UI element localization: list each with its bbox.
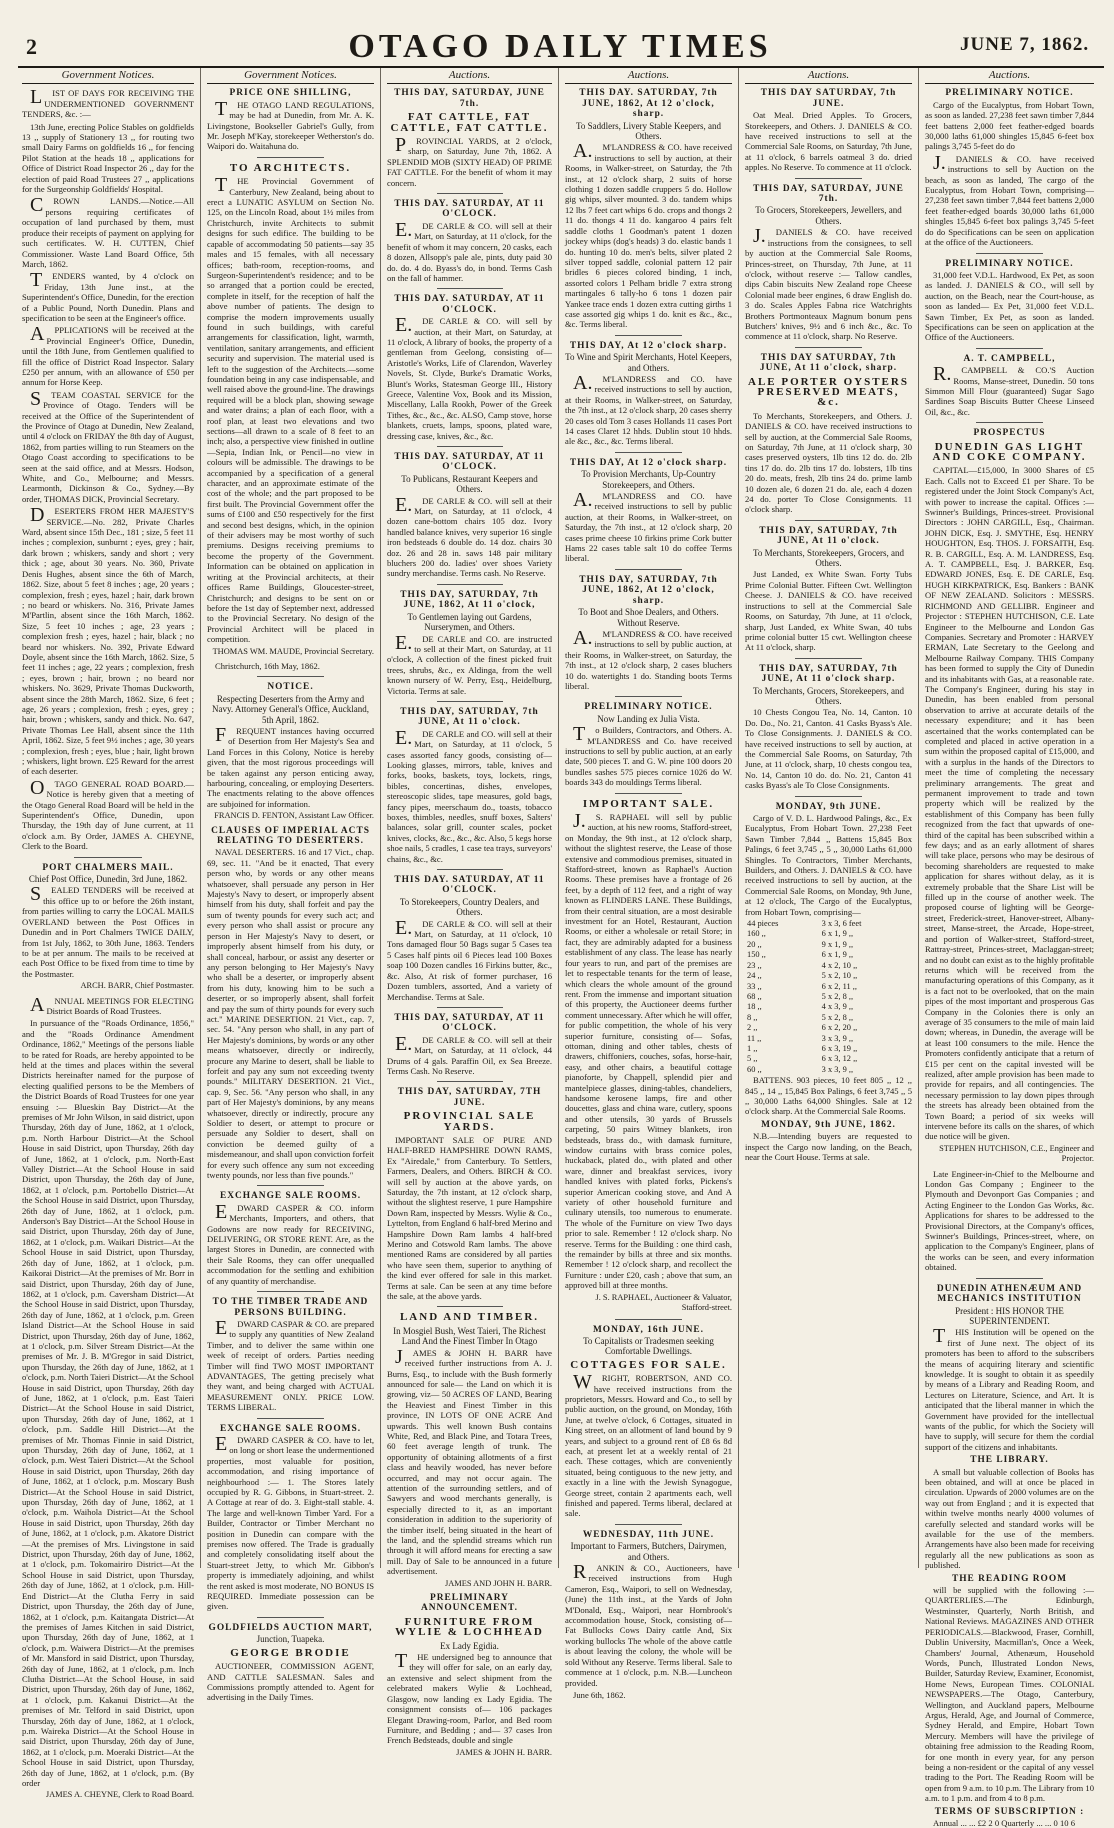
column-heading: Auctions. bbox=[387, 68, 552, 84]
prospectus-body: CAPITAL—£15,000, In 3000 Shares of £5 Each. Calls not to Exceed £1 per Share. To be registered under the Joint Stock Company's Act, with power to increase the capital. Offices :—Swinner's Buildings, Princes-street. Provisional Directors : JOHN CARGILL, Esq., Chairman. JOHN DICK, Esq. J. SMYTHE, Esq. HENRY HOUGHTON, Esq. THOS. J. FORSAITH, Esq. R. B. CARGILL, Esq. A. M. LANDRESS, Esq. A. T. CAMPBELL, Esq. J. BARKER, Esq. EDWARD JONES, Esq. E. DE CARLE, Esq. HUGH KIRKPATRICK, Esq. Bankers : BANK OF NEW ZEALAND. Solicitors : MESSRS. RICHMOND AND GELLIBR. Engineer and Projector : STEPHEN HUTCHISON, C.E. Late Engineer to the Melbourne and London Gas Companies. Secretary and Promoter : HARVEY ERMAN, Late Secretary to the Geelong and Melbourne Railway Company. THIS Company has been formed to supply the City of Dunedin and its inhabitants with Gas, at a reasonable rate. The Company's Engineer, during his stay in Dunedin, has been enabled from personal observation to arrive at accurate details of the necessary expenditure; and it has been ascertained that the works contemplated can be completed and placed in active operation in a sum within the proposed capital of £15,000, and with a surplus in the hands of the Directors to meet the time of completing the necessary preliminary arrangements. The great and permanent improvement to trade and town property which will be realized by the establishment of this Company has been fully recognized from the fact that upwards of one-third of the capital has been subscribed within a few days; and as an early allotment of shares will take place, persons who may be desirous of becoming shareholders are requested to make application for shares without delay, as it is extremely probable that the Share List will be filled up in the course of another week. The proposed course of lighting will be George-street, Frederick-street, Hanover-street, Albany-street, Manse-street, the Arcade, Hope-street, and portion of Walker-street, Stafford-street, Rattray-street, Princes-street, Maclaggan-street; and no doubt can exist as to the highly profitable returns which will be received from the manufacturing operations of this Company, as it is a fact not to be overlooked, that on the main pipes of the most important and prosperous Gas Company in the Colonies there is only an average of 35 consumers to the mile of main laid down; whereas, in Dunedin, the average will be at least 100 consumers to the mile. Hence the Promoters confidently anticipate that a return of £15 per cent on the capital invested will be realized, after ample provision has been made to provide for repairs, and all contingencies. The necessary permission to lay down pipes through the streets has already been obtained from the Town Board; a period of six weeks will intervene before its calls on the shares, of which due notice will be given. bbox=[925, 465, 1094, 1142]
auction-title: PROVINCIAL SALE YARDS. bbox=[403, 1110, 536, 1133]
auction-subheading: To Merchants, Grocers, Storekeepers, and Others. bbox=[752, 685, 905, 706]
auction-subheading: To Saddlers, Livery Stable Keepers, and Others. bbox=[575, 120, 722, 142]
auction-subheading: To Merchants, Storekeepers, Grocers, and Others. bbox=[752, 547, 905, 569]
clauses-body: NAVAL DESERTERS. 16 and 17 Vict., chap. 69, sec. 11. "And be it enacted, That every person who, by words or any other means whatsoever, shall persuade any person in Her Majesty's Navy to desert, or improperly absent himself from his duty, shall forfeit and pay the sum of twenty pounds for every such act; and every person who shall assist or procure any person in Her Majesty's Navy to desert, or improperly absent himself from his duty, or shall conceal, harbour, or assist any deserter or any person belonging to Her Majesty's Navy who shall be a deserter, or improperly absent from his duty, knowing him to be such a deserter, or so improperly absent, shall forfeit and pay the sum of thirty pounds for every such act." MARINE DESERTION. 21 Vict., cap. 7, sec. 54. "Any person who shall, in any part of Her Majesty's dominions, by words or any other means whatsoever, directly or indirectly, procure any Marine to desert, shall be liable to forfeit and pay any sum not exceeding twenty pounds." MILITARY DESERTION. 21 Vict., cap. 9, Sec. 56. "Any person who shall, in any part of Her Majesty's dominions, by any means whatsoever, directly or indirectly, procure any Soldier to desert, or attempt to procure or persuade any Soldier to desert, shall on conviction be deemed guilty of a misdemeanour, and shall upon conviction forfeit for every such offence any sum not exceeding twenty pounds, nor less than five pounds." bbox=[207, 847, 374, 1181]
auction-body: A.M'LANDRESS and CO. have received instructions to sell by auction, at their Rooms, in Walker-street, on Saturday, the 7th inst., at 12 o'clock sharp, 20 cases sherry 20 cases old Tom 3 cases Hollands 11 cases Port 14 cases Claret 12 hhds. Dublin stout 10 hhds. ale &c., &c., &c. Terms liberal. bbox=[565, 371, 732, 447]
annual-meetings-body: In pursuance of the "Roads Ordinance, 1856," and the "Roads Ordinance Amendment Ordinance, 1862," Meetings of the persons liable to be rated for Roads, are hereby appointed to be held at the times and places within the several Districts hereinafter named for the purpose of electing qualified persons to be the Members of the District Boards of Road Trustees for one year ensuing :— Blueskin Bay District—At the premises of Mr John Wilson, in said district, upon Thursday, 26th day of June, 1862, at 1 o'clock, p.m. North Harbour District—At the School House in said District, upon Thursday, 26th day of June, 1862, at 1 o'clock, p.m. North-East Valley District—At the School House in said District, upon Thursday, the 26th day of June, 1862, at 1 o'clock, p.m. Portobello District—At the School House in said District, upon Thursday, 26th day of June, 1862, at 1 o'clock, p.m. Anderson's Bay District—At the School House in said District, upon Thursday, 26th day of June, 1862, at 1 o'clock, p.m. Waikari District—At the School House in said District, upon Thursday, 26th day of June, 1862, at 1 o'clock, p.m. Kaikorai District—At the premises of Mr. Borr in said District, upon Thursday, 26th day of June, 1862, at 1 o'clock, p.m. Caversham District—At the School House in said District, upon Thursday, 26th day of June, 1862, at 1 o'clock, p.m. Green Island District—At the School House in said District, upon Thursday, 26th day of June, 1862, at 1 o'clock, p.m. Silver Stream District—At the premises of Mr. J. B. M'Gregor in said District, upon Thursday, the 26th day of June, 1862, at 1 o'clock, p.m. North Taieri District—At the School House in said District, upon Thursday, 26th day of June, 1862, at 1 o'clock, p.m. East Taieri District—At the School House in said District, upon Thursday, 26th day of June, 1862, at 1 o'clock, p.m. Saddle Hill District—At the premises of Mr. Thomas Finnie in said District, upon Thursday, 26th day of June, 1862, at 1 o'clock, p.m. West Taieri District—At the School House in said District, upon Thursday, 26th day of June, 1862, at 1 o'clock, p.m. Moscary Bush District—At the School House in said District, upon Thursday, 26th day of June, 1862, at 1 o'clock, p.m. Waihola District—At the School House in said District, upon Thursday, 26th day of June, 1862, at 1 o'clock, p.m. Akatore District—At the premises of Mrs. Livingstone in said District, upon Thursday, 26th day of June, 1862, at 1 o'clock, p.m. Tokomairiro District—At the School House in said District, upon Thursday, 26th day of June, 1862, at 1 o'clock, p.m. Hill-End District—At the Clutha Ferry in said District, upon Thursday, the 26th day of June, 1862, at 1 o'clock, p.m. Kaitangata District—At the premises of James Kitchen in said District, upon Thursday, 26th day of June, 1862, at 1 o'clock, p.m. Waiwera District—At the premises of Mr. Mansford in said District, upon Thursday, 26th day of June, 1862, at 1 o'clock, p.m. Inch Clutha District—At the School House, in said District, upon Thursday, 26th day of June, 1862, at 1 o'clock, p.m. Kakanui District—At the premises of Mr. Telford in said District, upon Thursday, 26th day of June, 1862, at 1 o'clock, p.m. Waireka District—At the School House in said District, upon Thursday, 26th day of June, 1862, at 1 o'clock, p.m. Moeraki District—At the School House in said District, upon Thursday, 26th day of June, 1862, at 1 o'clock, p.m. (By order bbox=[22, 1018, 194, 1788]
auction-body: To Merchants, Storekeepers, and Others. J. DANIELS & CO. have received instructions to sell by auction, at the Commercial Sale Rooms, on Saturday, 7th June, at 11 o'clock sharp, 30 cases preserved oysters, 1lb tins 12 do. do. 2lb tins 17 do. do. 2lb tins 17 do. lobsters, 1lb tins 20 do. meats, fresh, 2lb tins 24 do. prime lamb 10 dozen ale, 6 dozen 21 do. ale, each 4 dozen 24 do. porter To Close Consignments. 11 o'clock sharp. bbox=[745, 410, 912, 515]
divider bbox=[437, 1007, 503, 1008]
auction-body: WRIGHT, ROBERTSON, AND CO. have received instructions from the proprietors, Messrs. Howard and Co., to sell by public auction, on the ground, on Monday, 16th June, at twelve o'clock, 6 Cottages, situated in King street, on an allotment of land bound by 9 years, and subject to a ground rent of £8 6s 8d each, at present let at a weekly rental of 21 each. These cottages, which are conveniently situated, being contiguous to the new jetty, and exactly in a line with the Jewish Synagogue, George street, contain 2 apartments each, well finished and papered. Terms liberal, declared at sale. bbox=[565, 1371, 732, 1519]
auction-body: A.M'LANDRESS and CO. have received instructions to sell by public auction, at their Rooms, in Walker-street, on Saturday, the 7th inst., at 12 o'clock sharp, 20 cases prime cheese 10 firkins prime Cork butter Hams 22 cases table salt 10 do coffee Terms liberal. bbox=[565, 489, 732, 564]
tenders-list-lead: LIST OF DAYS FOR RECEIVING THE UNDERMENTIONED GOVERNMENT TENDERS, &c. :— bbox=[22, 86, 194, 120]
column-heading: Auctions. bbox=[925, 68, 1094, 84]
auction-subheading: To Boot and Shoe Dealers, and Others. Without Reserve. bbox=[578, 607, 719, 628]
auction-heading: THIS DAY, At 12 o'clock sharp. bbox=[569, 340, 728, 351]
signature: STEPHEN HUTCHISON, C.E., Engineer and Projector. bbox=[939, 1143, 1094, 1164]
cargo-quantity: 20 ,, bbox=[747, 939, 762, 949]
signature: ARCH. BARR, Chief Postmaster. bbox=[80, 981, 194, 991]
cargo-dimensions: 3 x 3, 9 ,, bbox=[821, 1033, 854, 1043]
cargo-dimensions: 3 x 3, 6 feet bbox=[821, 919, 862, 929]
auction-heading: MONDAY, 9th JUNE, 1862. bbox=[761, 1119, 896, 1130]
signature: JAMES AND JOHN H. BARR. bbox=[444, 1578, 552, 1588]
tenders-wanted-notice: TENDERS wanted, by 4 o'clock on Friday, 13th June inst., at the Superintendent's Office, Dunedin, for the erection of a Public Pound, North Dunedin. Plans and specification to be seen at the Engineer's office. bbox=[22, 269, 194, 323]
subscription-heading: TERMS OF SUBSCRIPTION : bbox=[934, 1806, 1085, 1817]
cargo-dimensions: 5 x 2, 10 ,, bbox=[821, 971, 858, 981]
divider bbox=[795, 347, 862, 348]
goldfields-heading: GOLDFIELDS AUCTION MART, bbox=[208, 1622, 373, 1633]
goldfields-subheading: Junction, Tuapeka. bbox=[256, 1634, 325, 1645]
auction-title: COTTAGES FOR SALE. bbox=[570, 1358, 727, 1371]
prospectus-after: Late Engineer-in-Chief to the Melbourne and London Gas Company ; Engineer to the Plymouth and Devonport Gas Companies ; and Acting Engineer to the London Gas Works, &c. Applications for shares to be addressed to the Provisional Directors, at the Company's offices, Swinner's Buildings, Princes-street, where, on application to the Company's Engineer, plans of the works can be seen, and every information obtained. bbox=[925, 1168, 1094, 1273]
auction-body: E.DE CARLE & CO. will sell at their Mart, on Saturday, at 11 o'clock, 4 dozen cane-bottom chairs 105 doz. Ivory handled balance knives, very superior 16 single iron bedsteads 6 double do. 14 doz. chairs 30 doz. 26 and 28 in. saws 148 pair military bluchers 200 do. ladies' over shoes Variety sundry merchandise. Terms cash. No Reserve. bbox=[387, 493, 552, 579]
cargo-dimensions: 6 x 2, 11 ,, bbox=[821, 981, 857, 991]
auction-heading: THIS DAY. SATURDAY, AT 11 O'CLOCK. bbox=[394, 875, 545, 896]
auction-subheading: To Grocers, Storekeepers, Jewellers, and Others. bbox=[755, 205, 902, 226]
company-title: DUNEDIN GAS LIGHT AND COKE COMPANY. bbox=[932, 440, 1087, 463]
cargo-row bbox=[745, 929, 912, 939]
auction-body: A.M'LANDRESS & CO. have received instructions to sell by auction, at their Rooms, in Walker-street, on Saturday, the 7th inst., at 12 o'clock sharp, 2 suits of horse clothing 1 dozen saddle cruppers 5 do. Hollow gig whips, silver mounted. 3 do. tandem whips 12 lbs 7 feet cart whips 6 do. crops and thongs 2 11 do. thongs 4 11 do. kangaroo 4 pairs felt saddle cloths 1 Goodman's patent 1 dozen jockey whips (dog's heads) 3 do. elastic bands 1 do. hunting 10 do. men's belts, silver plated 2 silver topped saddle, colonial pattern 12 pair bridles 6 pieces colored binding, 1 inch, assorted colors 1 Pelham bridle 7 extra strong martingales 6 tally-ho 6 tons 1 dozen pair Yankee trace ends 1 dozen extra cutting girths 1 case assorted gig whips 1 do. knit es &c., &c., &c. Terms liberal. bbox=[565, 140, 732, 330]
annual-meetings-heading: ANNUAL MEETINGS FOR ELECTING District Boards of Road Trustees. bbox=[30, 993, 194, 1016]
auction-body: RANKIN & CO., Auctioneers, have received instructions from Hugh Cameron, Esq., Waipori, to sell on Wednesday, (June) the 11th inst., at the Yards of John M'Donald, Esq., Waipori, near Hornbrook's accommodation house, Stock, consisting of— Fat Bullocks Cows Dairy cattle And, Six working bullocks The whole of the above cattle is about leaving the colony, the whole will be sold Without any Reserve. Terms liberal. Sale to commence at 1 o'clock, p.m. N.B.—Luncheon provided. bbox=[565, 1561, 732, 1688]
divider bbox=[615, 1319, 682, 1320]
auction-subheading: Now Landing ex Julia Vista. bbox=[597, 713, 700, 724]
steam-coastal-notice: STEAM COASTAL SERVICE for the Province of Otago. Tenders will be received at the Office of the Superintendent of the Province of Otago at Dunedin, New Zealand, until 4 o'clock on FRIDAY the 8th day of August, 1862, from parties willing to run Steamers on the Otago Coast according to specifications to be seen at the said office, and at Messrs. Hodson, White, and Co., Melbourne; and Messrs. Learmonth, Dickinson & Co., Sydney.—By order, THOMAS DICK, Provincial Secretary. bbox=[22, 387, 194, 504]
clauses-heading: CLAUSES OF IMPERIAL ACTS RELATING TO DESERTERS. bbox=[211, 825, 370, 847]
auction-subheading: To Publicans, Restaurant Keepers and Others. bbox=[401, 473, 538, 495]
athenaeum-subheading: President : HIS HONOR THE SUPERINTENDENT. bbox=[955, 1305, 1064, 1326]
column-6 bbox=[918, 68, 1100, 1828]
reading-room-heading: THE READING ROOM bbox=[952, 1573, 1067, 1584]
signature: FRANCIS D. FENTON, Assistant Law Officer. bbox=[214, 811, 374, 821]
auction-body: THE undersigned beg to announce that they will offer for sale, on an early day, an extensive and select shipment from the celebrated makers Wylie & Lochhead, Glasgow, now landing ex Lady Egidia. The consignment consists of— 106 packages Elegant Drawing-room, Parlor, and Bed room Furniture, and Bedding ; and— 37 cases Iron French Bedsteads, double and single bbox=[387, 1650, 552, 1746]
auction-subheading: To Gentlemen laying out Gardens, Nurserymen, and Others. bbox=[407, 611, 532, 633]
reading-room-body: will be supplied with the following :— QUARTERLIES.—The Edinburgh, Westminster, Quarterly, North British, and National Reviews. MAGAZINES AND OTHER PERIODICALS.—Blackwood, Fraser, Cornhill, Dublin University, Macmillan's, Once a Week, Chambers' Journal, Athenæum, Household Words, Punch, Illustrated London News, Builder, Saturday Review, Examiner, Economist, Home News, European Times. COLONIAL NEWSPAPERS.—The Otago, Canterbury, Wellington, and Auckland papers, Melbourne Argus, Herald, Age, and Journal of Commerce, Sydney Herald, and Empire, Hobart Town Mercury. Members will have the privilege of obtaining free admission to the Reading Room, for one month in every year, for any person being a non-resident or the capital of any vessel trading to the Port. The Reading Room will be open from 9 a.m. to 10 p.m. The Library from 10 a.m. to 1 p.m. and from 4 to 8 p.m. bbox=[925, 1585, 1094, 1804]
cargo-dimensions: 5 x 2, 8 ,, bbox=[821, 991, 854, 1001]
port-chalmers-body: SEALED TENDERS will be received at this office up to or before the 26th instant, from parties willing to carry the LOCAL MAILS OVERLAND between the Post Offices in Dunedin and in Port Chalmers TWICE DAILY, from 1st July, 1862, to 30th June, 1863. Tenders to be at per annum. The mails to be received at each Post Office to be fixed from time to time by the Postmaster. bbox=[22, 883, 194, 979]
divider bbox=[615, 452, 682, 453]
cargo-quantity: 44 pieces bbox=[747, 919, 779, 929]
cargo-quantity: 23 ,, bbox=[747, 960, 762, 970]
cargo-dimensions: 6 x 3, 19 ,, bbox=[821, 1043, 858, 1053]
cargo-quantity: 8 ,, bbox=[747, 1012, 758, 1022]
exchange-heading: EXCHANGE SALE ROOMS. bbox=[219, 1191, 362, 1202]
cargo-quantity: 2 ,, bbox=[747, 1023, 758, 1033]
divider bbox=[976, 348, 1044, 349]
timber-trade-heading: TO THE TIMBER TRADE AND PERSONS BUILDING. bbox=[212, 1297, 369, 1318]
cargo-row bbox=[745, 982, 912, 992]
cargo-quantity: 68 ,, bbox=[747, 991, 762, 1001]
auction-heading: THIS DAY, SATURDAY, 7th JUNE, 1862, At 11 o'clock, bbox=[400, 589, 539, 611]
masthead bbox=[0, 0, 1114, 65]
auction-subheading: Important to Farmers, Butchers, Dairymen, and Others. bbox=[570, 1541, 727, 1562]
cargo-dimensions: 6 x 1, 9 ,, bbox=[821, 929, 854, 939]
auction-subheading: In Mosgiel Bush, West Taieri, The Richest Land And the Finest Timber In Otago bbox=[393, 1325, 546, 1347]
auction-body: J.DANIELS & CO. have received instructions to sell by Auction on the beach, as soon as landed, The cargo of the Eucalyptus, from Hobart Town, comprising— 27,238 feet sawn timber 7,844 feet battens 2,000 feet feather-edged boards 30,000 laths 61,000 shingles 15,845 6-feet box palings 3,745 5-feet do do Specifications can be seen on application at the office of the Auctioneers. bbox=[925, 151, 1094, 248]
auction-heading: THIS DAY SATURDAY, 7th JUNE, At 11 o'clock, sharp. bbox=[759, 352, 898, 374]
auction-body: 31,000 feet V.D.L. Hardwood, Ex Pet, as soon as landed. J. DANIELS & CO., will sell by auction, on the Beach, near the Court-house, as soon as landed— Ex Pet, 31,000 feet V.D.L. Sawn Timber, Ex Pet, as soon as landed. Specifications can be seen on application at the Office of the Auctioneers. bbox=[925, 269, 1094, 343]
column-1 bbox=[16, 68, 200, 1800]
auction-body: JAMES & JOHN H. BARR have received further instructions from A. J. Burns, Esq., to include with the Bush formerly announced for sale— the Land on which it is growing, viz— 50 ACRES OF LAND, Bearing the Heaviest and Finest Timber in this province, IN LOTS OF ONE ACRE And upwards. This well known Bush contains White, Red, and Black Pine, and Totara Trees, 60 feet average length of trunk. The opportunity of obtaining allotments of a first class and heavily wooded, has never before occurred, and may not occur again. The attention of the surrounding settlers, and of Sawyers and wood merchants generally, is especially directed to it, as an important consideration in addition to the superiority of the timber itself, being situated in the heart of the land, and the splendid streams which run through it will afford means for erecting a saw mill. Day of Sale to be announced in a future advertisement. bbox=[387, 1345, 552, 1577]
divider bbox=[437, 1306, 503, 1307]
library-body: A small but valuable collection of Books has been obtained, and will at once be placed in circulation. Upwards of 2000 volumes are on the way out from England ; and it is expected that within twelve months nearly 4000 volumes of carefully selected and standard works will be available for the use of the members. Arrangements have also been made for receiving regularly all the new publications as soon as published. bbox=[925, 1466, 1094, 1571]
auction-subheading: Ex Lady Egidia. bbox=[440, 1640, 499, 1651]
column-3 bbox=[380, 68, 558, 1757]
cargo-quantity: 33 ,, bbox=[747, 981, 762, 991]
auction-heading: THIS DAY, SATURDAY, 7th JUNE, At 11 o'clock sharp. bbox=[759, 663, 898, 685]
crown-lands-notice: CROWN LANDS.—Notice.—All persons requiring certificates of occupation of land purchased by them, must produce their receipts of payment on applying for such certificates. W. H. CUTTEN, Chief Commissioner. Waste Land Board Office, 5th March, 1862. bbox=[22, 194, 194, 269]
cargo-dimensions: 6 x 3, 12 ,, bbox=[821, 1054, 858, 1064]
cargo-quantity: 18 ,, bbox=[747, 1002, 762, 1012]
auction-body: IMPORTANT SALE OF PURE AND HALF-BRED HAMPSHIRE DOWN RAMS, Ex "Airedale," from Canterbury. To Settlers, Farmers, Dealers, and Others. BIRCH & CO. will sell by auction at the above yards, on Saturday, the 7th instant, at 12 o'clock sharp, without the slightest reserve, 1 pure Hampshire Down Ram, inspected by Messrs. Wylie & Co., Lyttelton, from England 6 half-bred Merino and Hampshire Down Ram lambs 4 half-bred Merino and Cotswold Ram lambs. The above mentioned Rams are considered by all parties who have seen them, superior to anything of the kind ever offered for sale in this market. Terms at sale. Can be seen at any time before the sale, at the above yards. bbox=[387, 1134, 552, 1302]
land-regulations-notice: THE OTAGO LAND REGULATIONS, may be had at Dunedin, from Mr. A. K. Livingstone, Bookseller Gabriel's Gully, from Mr. Joseph M'Kay, storekeeper Wetherston's do. Waipori do. Waitahuna do. bbox=[207, 97, 374, 152]
divider bbox=[615, 335, 682, 336]
divider bbox=[976, 422, 1044, 423]
auction-subheading: To Provision Merchants, Up-Country Storekeepers, and Others. bbox=[581, 469, 716, 490]
divider bbox=[74, 857, 143, 858]
cargo-table bbox=[745, 919, 912, 1075]
auction-body: E.DE CARLE & CO. will sell at their Mart, on Saturday, at 11 o'clock, 44 Drums of 4 gals. Paraffin Oil, ex Sea Breeze. Terms Cash. No Reserve. bbox=[387, 1032, 552, 1076]
goldfields-name: GEORGE BRODIE bbox=[230, 1646, 351, 1659]
athenaeum-heading: DUNEDIN ATHENÆUM AND MECHANICS INSTITUTION bbox=[936, 1283, 1083, 1305]
divider bbox=[615, 1524, 682, 1525]
divider bbox=[437, 869, 503, 870]
auction-heading: THIS DAY. SATURDAY, AT 11 O'CLOCK. bbox=[394, 294, 545, 315]
cargo-dimensions: 4 x 3, 9 ,, bbox=[821, 1002, 854, 1012]
divider bbox=[795, 178, 862, 179]
newspaper-title: OTAGO DAILY TIMES bbox=[348, 28, 772, 65]
cargo-row bbox=[745, 961, 912, 971]
auction-heading: A. T. CAMPBELL, bbox=[963, 353, 1056, 364]
deserters-notice: DESERTERS FROM HER MAJESTY'S SERVICE.—No. 282, Private Charles Ward, absent since 15th Dec., 181 ; size, 5 feet 11 inches ; complexion, sunburnt ; eyes, grey ; hair, dark brown ; whiskers, sandy and short ; very thick ; age, about 30 years. No. 360, Private Denis Hughes, absent since the 6th of March, 1862. Size, about 5 feet 8 inches ; age, 20 years ; complexion, fresh ; eyes, hazel ; hair, dark brown ; no beard or whiskers. No. 316, Private James M'Partlin, absent since the 16th March, 1862. Size, 5 feet 10 inches ; age, 23 years ; complexion fresh ; eyes, hazel ; hair, black ; no beard nor whiskers. No. 392, Private Edward Doyle, absent since the 16th March, 1862. Size, 5 feet 11 inches ; age, 22 years ; complexion, fresh ; eyes, brown ; hair, brown ; no beard nor whiskers. No. 3629, Private Thomas Duckworth, absent since the 28th March, 1862. Size, 6 feet ; age, 26 years ; complexion, fresh ; eyes, grey ; hair, brown ; whiskers, sandy and thick. No. 647, Private Thomas Lee Hall, absent since the 11th April, 1862. Size, 5 feet 9½ inches ; age, 30 years ; complexion, fresh ; eyes, blue ; hair, light brown ; whiskers, light brown. £25 Reward for the arrest of each deserter. bbox=[22, 504, 194, 777]
signature: JAMES A. CHEYNE, Clerk to Road Board. bbox=[45, 1790, 194, 1800]
cargo-dimensions: 5 x 2, 8 ,, bbox=[821, 1012, 854, 1022]
auction-body: To Builders, Contractors, and Others. A. M'LANDRESS and Co. have received instructions to sell by public auction, at an early date, 500 pieces T. and G. W. pine 100 doors 20 bundles sashes 575 pieces cornice 1026 do W. boards 343 do mouldings Terms liberal. bbox=[565, 723, 732, 788]
divider bbox=[795, 520, 862, 521]
divider bbox=[437, 1081, 503, 1082]
cargo-row bbox=[745, 1044, 912, 1054]
page-number: 2 bbox=[26, 34, 37, 59]
divider bbox=[976, 1278, 1044, 1279]
auction-subheading: To Capitalists or Tradesmen seeking Comfortable Dwellings. bbox=[583, 1335, 714, 1357]
cargo-quantity: 60 ,, bbox=[747, 1064, 762, 1074]
architects-date: Christchurch, 16th May, 1862. bbox=[215, 660, 320, 671]
cargo-row bbox=[745, 992, 912, 1002]
auction-title: LAND AND TIMBER. bbox=[399, 1311, 540, 1324]
divider bbox=[976, 253, 1044, 254]
exchange-body-2: EDWARD CASPER & CO. have to let, on long or short lease the undermentioned properties, most valuable for position, accommodation, and rising importance of neighbourhood :— 1. The Stores lately occupied by R. G. Gibbons, in Stuart-street. 2. A Cottage at rear of do. 3. Eight-stall stable. 4. The large and well-known Timber Yard. For a Builder, Contractor or Timber Merchant no position in Dunedin can compare with the premises now offered. The Trade is gradually and completely consolidating itself about the Stuart-street Jetty, to which Mr. Gibbon's property is immediately adjoining, and whilst the rent asked is most moderate, NO BONUS IS REQUIRED. Immediate possession can be given. bbox=[207, 1432, 374, 1612]
tenders-list: 13th June, erecting Police Stables on goldfields 13 ,, supply of Stationery 13 ,, for routing two small Dairy Farms on goldfields 16 ,, for fencing Pilot Station at the heads 18 ,, applications for Office of District Road Inspector 26 ,, day for the election of paid Road Trustees 27 ,, applications for the Surgeonship Goldfields' Hospital. bbox=[22, 121, 194, 195]
cargo-row bbox=[745, 919, 912, 929]
port-chalmers-heading: PORT CHALMERS MAIL. bbox=[42, 862, 174, 873]
cargo-quantity: 11 ,, bbox=[747, 1033, 762, 1043]
auction-heading: MONDAY, 9th JUNE. bbox=[775, 801, 882, 812]
divider bbox=[437, 288, 503, 289]
auction-body: E.DE CARLE and CO. will sell at their Mart, on Saturday, at 11 o'clock, 5 cases assorted fancy goods, consisting of— Looking glasses, mirrors, table, knives and forks, books, baskets, toys, lockets, rings, bibles, concertinas, dishes, envelopes, stereoscopic slides, tape measures, gold bags, fancy pipes, meerschaum do., toasts, tobacco boxes, thimbles, needles, snuff boxes, Salters' balances, solar grill, counter scales, pocket knives, clocks, &c., &c., &c. Also, 5 kegs horse shoe nails, 5 cradles, 1 case tea trays, surveyors' chains, &c., &c. bbox=[387, 726, 553, 864]
cargo-dimensions: 6 x 2, 20 ,, bbox=[821, 1023, 858, 1033]
exchange-heading-2: EXCHANGE SALE ROOMS. bbox=[219, 1423, 362, 1434]
divider bbox=[795, 796, 862, 797]
divider bbox=[257, 1185, 324, 1186]
signature: THOMAS WM. MAUDE, Provincial Secretary. bbox=[212, 646, 374, 656]
cargo-row bbox=[745, 950, 912, 960]
auction-title: FURNITURE FROM WYLIE & LOCHHEAD bbox=[395, 1615, 544, 1639]
divider bbox=[615, 696, 682, 697]
cargo-dimensions: 9 x 1, 9 ,, bbox=[821, 939, 854, 949]
cargo-row bbox=[745, 1054, 912, 1064]
price-heading: PRICE ONE SHILLING, bbox=[229, 88, 352, 99]
divider bbox=[437, 701, 503, 702]
divider bbox=[257, 1617, 324, 1618]
auction-body: R.CAMPBELL & CO.'S Auction Rooms, Manse-street, Dunedin. 50 tons Simmon Mill Flour (guaranteed) Sugar Sago Sardines Soap Biscuits Butter Cheese Linseed Oil, &c., &c. bbox=[925, 363, 1094, 417]
cargo-row bbox=[745, 940, 912, 950]
divider bbox=[437, 193, 503, 194]
column-heading: Auctions. bbox=[565, 68, 732, 84]
auction-heading: THIS DAY. SATURDAY, 7th JUNE, 1862, At 12 o'clock, sharp. bbox=[579, 88, 718, 120]
cargo-row bbox=[745, 971, 912, 981]
divider bbox=[257, 1291, 324, 1292]
auction-heading: THIS DAY. SATURDAY, AT 11 O'CLOCK. bbox=[394, 199, 545, 220]
prospectus-heading: PROSPECTUS bbox=[973, 428, 1046, 439]
road-board-notice: OTAGO GENERAL ROAD BOARD.—Notice is hereby given that a meeting of the Otago General Road Board will be held in the Superintendent's Office, Dunedin, upon Thursday, the 19th day of June current, at 11 o'clock a.m. By Order, JAMES A. CHEYNE, Clerk to the Board. bbox=[22, 776, 194, 852]
auction-heading: PRELIMINARY NOTICE. bbox=[584, 702, 713, 713]
issue-date: JUNE 7, 1862. bbox=[960, 34, 1090, 55]
auction-body: BATTENS. 903 pieces, 10 feet 805 ,, 12 ,, 845 ,, 14 ,, 15,845 Box Palings, 6 feet 3,745 ,, 5 ,, 30,000 Laths 64,000 Shingles. Sale at 12 o'clock sharp. At the Commercial Sale Rooms. bbox=[745, 1075, 912, 1117]
auction-title: IMPORTANT SALE. bbox=[582, 797, 715, 810]
divider bbox=[615, 569, 682, 570]
column-4 bbox=[558, 68, 738, 1700]
column-heading: Government Notices. bbox=[22, 68, 194, 84]
auction-heading: THIS DAY, At 12 o'clock sharp. bbox=[569, 457, 728, 468]
divider bbox=[257, 1418, 324, 1419]
auction-heading: THIS DAY, SATURDAY, AT 11 O'CLOCK. bbox=[394, 1012, 545, 1034]
auction-body: E.DE CARLE & CO. will sell by auction, at their Mart, on Saturday, at 11 o'clock, A library of books, the property of a gentleman from Geelong, consisting of— Aristotle's Works, Life of Clarendon, Waverley Novels, St. Clyde, Burke's Dramatic Works, Blunt's Works, Statesman George III., History Greece, Valentine Vox, Book and its Mission, Miscellany, Lalla Rookh, Power of the Greek Tithes, &c., &c., &c. ALSO, Camp stove, horse blankets, cruets, lamps, spoons, plated ware, dressing case, knives, &c., &c. bbox=[387, 314, 552, 441]
auction-body: PROVINCIAL YARDS, at 2 o'clock, sharp, on Saturday, June 7th, 1862. A SPLENDID MOB (SIXTY HEAD) OF PRIME FAT CATTLE. For the benefit of whom it may concern. bbox=[387, 134, 552, 188]
auction-body: E.DE CARLE and CO. are instructed to sell at their Mart, on Saturday, at 11 o'clock, A collection of the finest picked fruit trees, shrubs, &c., ex Aldinga, from the well known nursery of W. Perry, Esq., Heidelburg, Victoria. Terms at sale. bbox=[387, 631, 552, 696]
notice-heading: NOTICE. bbox=[267, 682, 314, 693]
cargo-row bbox=[745, 1013, 912, 1023]
cargo-dimensions: 4 x 2, 10 ,, bbox=[821, 960, 858, 970]
auction-body: A.M'LANDRESS & CO. have received instructions to sell by public auction, at their Rooms, in Walker-street, on Saturday, the 7th inst., at 12 o'clock sharp, 2 cases bluchers 10 do. watertights 1 do. Standing boots Terms liberal. bbox=[565, 626, 732, 691]
signature: J. S. RAPHAEL, Auctioneer & Valuator, Stafford-street. bbox=[595, 1292, 732, 1313]
cargo-quantity: 5 ,, bbox=[747, 1054, 758, 1064]
architects-heading: TO ARCHITECTS. bbox=[229, 161, 352, 174]
library-heading: THE LIBRARY. bbox=[970, 1455, 1049, 1466]
auction-body: Cargo of the Eucalyptus, from Hobart Town, as soon as landed. 27,238 feet sawn timber 7,844 feet battens 2,000 feet feather-edged boards 30,000 laths 61,000 shingles 15,845 6-feet box palings 3,745 5-feet do do bbox=[925, 99, 1094, 152]
signature: JAMES & JOHN H. BARR. bbox=[456, 1747, 552, 1757]
column-heading: Government Notices. bbox=[207, 68, 374, 84]
divider bbox=[615, 793, 682, 794]
goldfields-body: AUCTIONEER, COMMISSION AGENT, AND CATTLE SALESMAN. Sales and Commissions promptly attended to. Agent for advertising in the Daily Times. bbox=[207, 1661, 374, 1703]
auction-heading: THIS DAY, SATURDAY, 7th JUNE, At 11 o'clock. bbox=[759, 525, 898, 547]
notice-body: FREQUENT instances having occurred of Desertion from Her Majesty's Sea and Land Forces in this Colony, Notice is hereby given, that the most rigorous proceedings will be taken against any person enticing away, harbouring, concealing, or employing Deserters. The enactments relating to the above offences are subjoined for information. bbox=[207, 723, 374, 809]
cargo-quantity: 24 ,, bbox=[747, 971, 762, 981]
cargo-dimensions: 3 x 3, 9 ,, bbox=[821, 1064, 854, 1074]
column-2 bbox=[200, 68, 380, 1703]
architects-body: THE Provincial Government of Canterbury, New Zealand, being about to erect a LUNATIC ASYLUM on Section No. 125, on the Lincoln Road, about 1½ miles from Christchurch, invite Architects to submit designs for such edifice. The building to be capable of accommodating 50 patients—say 35 males and 15 females, with all necessary offices; bath-room, reception-rooms, and Surgeon-Superintendent's residence; and to be so arranged that a portion could be erected, complete in itself, for the reception of half the above number of patients. The design to comprise the modern improvements usually found in such buildings, with careful arrangements for classification, light, warmth, ventilation, sanitary arrangements, and efficient security and supervision. The material used is left to the suggestion of the Architects.—some foundation being in any case indispensable, and well raised above the ground-line. The drawings required will be a block plan, showing sewage and water drains; a plan of each floor, with a roof plan, at least two elevations and two sections—all drawn to a scale of 8 feet to an inch; also, a perspective view finished in outline—Sepia, Indian Ink, or Pencil—no view in colours will be admissible. The drawings to be accompanied by a specification of a general character, and an approximate estimate of the cost of the whole; and the part proposed to be first built. The Provincial Government offer the sums of £100 and £50 respectively for the first and second best designs, which, in the opinion of their advisers may be most worthy of such premiums. Designs receiving premiums to become the property of the Government. Information can be obtained on application in writing at the Provincial architects, at their offices Rame Buildings, Gloucester-street, Christchurch; and designs to be sent on or before the 1st day of September next, addressed to the Provincial Secretary. No design of the Provincial Architect will be placed in competition. bbox=[207, 174, 374, 645]
auction-subheading: To Storekeepers, Country Dealers, and Others. bbox=[399, 896, 540, 918]
cargo-dimensions: 6 x 1, 9 ,, bbox=[821, 950, 854, 960]
auction-heading: PRELIMINARY NOTICE. bbox=[945, 88, 1074, 99]
column-heading: Auctions. bbox=[745, 68, 912, 84]
auction-body: Just Landed, ex White Swan. Forty Tubs Prime Colonial Butter. Fifteen Cwt. Wellington Cheese. J. DANIELS & CO. have received instructions to sell at the Commercial Sale Rooms, on Saturday, 7th June, at 11 o'clock, sharp, Just Landed, ex White Swan, 40 tubs prime colonial butter 15 cwt. Wellington cheese At 11 o'clock, sharp. bbox=[745, 569, 912, 653]
auction-heading: PRELIMINARY ANNOUNCEMENT. bbox=[421, 1593, 518, 1614]
auction-heading: WEDNESDAY, 11th JUNE. bbox=[582, 1529, 715, 1540]
exchange-body: EDWARD CASPER & CO. inform Merchants, Importers, and others, that Godowns are now ready for RECEIVING, DELIVERING, OR STORE RENT. Are, as the largest Stores in Dunedin, are connected with their Sale Rooms, they can offer unequalled accommodation for the settling and exhibition of any quantity of merchandise. bbox=[207, 1200, 374, 1286]
auction-heading: THIS DAY, SATURDAY, JUNE 7th. bbox=[394, 88, 545, 109]
auction-heading: THIS DAY SATURDAY, 7th JUNE. bbox=[760, 88, 897, 109]
auction-body: J.DANIELS & CO. have received instructions from the consignees, to sell by auction at the Commercial Sale Rooms, Princes-street, on Thursday, 7th June, at 11 o'clock, without reserve :— Tallow candles, dips Cabin biscuits New Zealand rope Cheese Colonial made beer engines, 6 draw English do. 3 do. Scales Apples Fabna rice Watchrights Brothers Portmonteaux Magnum bonum pens Butchers' knives, 9½ and 6 inch &c., &c. To commence at 11 o'clock, sharp. No Reserve. bbox=[745, 225, 912, 342]
auction-body: N.B.—Intending buyers are requested to inspect the Cargo now landing, on the Beach, near the Court House. Terms at sale. bbox=[745, 1131, 912, 1162]
column-5 bbox=[738, 68, 918, 1568]
cargo-quantity: 150 ,, bbox=[747, 950, 766, 960]
timber-trade-body: EDWARD CASPAR & CO. are prepared to supply any quantities of New Zealand Timber, and to deliver the same within one week of receipt of orders. Parties needing Timber will find TWO MOST IMPORTANT ADVANTAGES, The getting precisely what they want, and being charged with ACTUAL MEASUREMENT ONLY. PRICE LOW. TERMS LIBERAL. bbox=[207, 1316, 374, 1413]
cargo-row bbox=[745, 1002, 912, 1012]
cargo-row bbox=[745, 1065, 912, 1075]
divider bbox=[437, 446, 503, 447]
subscription-body: Annual ... ... £2 2 0 Quarterly ... ... 0 10 6 bbox=[933, 1818, 1076, 1828]
auction-body: Cargo of V. D. L. Hardwood Palings, &c., Ex Eucalyptus, From Hobart Town. 27,238 Feet Sawn Timber 7,844 ,, Battens 15,845 Box Palings, 6 feet 3,745 ,, 5 ,, 30,000 Laths 61,000 Shingles. To Contractors, Timber Merchants, Builders, and Others. J. DANIELS & CO. have received instructions to sell by auction, at the Commercial Sale Rooms, on Monday, 9th June, at 12 o'clock, The Cargo of the Eucalyptus, from Hobart Town, comprising— bbox=[745, 813, 912, 917]
divider bbox=[437, 584, 503, 585]
divider bbox=[257, 157, 324, 158]
port-chalmers-subheading: Chief Post Office, Dunedin, 3rd June, 1862. bbox=[28, 874, 188, 885]
auction-body: Oat Meal. Dried Apples. To Grocers, Storekeepers, and Others. J. DANIELS & CO. have received instructions to sell at the Commercial Sale Rooms, on Saturday, 7th June, at 11 o'clock, 6 barrels oatmeal 3 do. dried apples. No Reserve. To commence at 11 o'clock. bbox=[745, 110, 912, 173]
auction-title: FAT CATTLE, FAT CATTLE, FAT CATTLE. bbox=[390, 111, 549, 134]
auction-date: June 6th, 1862. bbox=[573, 1689, 626, 1700]
auction-heading: THIS DAY. SATURDAY, AT 11 O'CLOCK. bbox=[394, 452, 545, 473]
divider bbox=[795, 658, 862, 659]
cargo-quantity: 160 ,, bbox=[747, 929, 766, 939]
auction-body: J.S. RAPHAEL will sell by public auction, at his new rooms, Stafford-street, on Monday, the 9th inst., at 12 o'clock sharp, without the slightest reserve, the Lease of those extensive and commodious premises, situated in Stafford-street, known as Raphael's Auction Rooms. These premises have a frontage of 26 feet, by a depth of 112 feet, and a right of way known as FLINDERS LANE. These Buildings, from their central situation, are a most desirable investment for an Hotel, Restaurant, Auction Rooms, or either a wholesale or retail Store; in fact, they are admirably adapted for a business establishment of any class. The lease has nearly four years to run, and part of the premises are let to respectable tenants for the term of lease, which clears the whole amount of the ground rent. From the immense and important situation of this property, the Auctioneer deems further comment unnecessary. After which he will offer, for public competition, the whole of his very superior furniture, consisting of— Sofas, ottoman, dining and other tables, chests of drawers, chiffoniers, couches, sofas, horse-hair, easy, and other chairs, a beautiful cottage pianoforte, by Chappell, splendid pier and mantelpiece glasses, dining-tables, chandeliers, handsome kerosene lamps, fire and other doucettes, glass and china ware, cutlery, spoons and other utensils, 30 yards of Brussels carpeting, 50 pairs Witney blankets, iron bedsteads, brass do., with damask furniture, window curtains with brass cornice poles, huckaback, plated do., with plated and other ware, dinner and breakfast services, ivory handled knives with plated forks, Pickens's superior American cooking stove, and And A variety of other household furniture and culinary utensils, too numerous to enumerate. The whole of the Furniture on view Two days prior to sale. Remember ! 12 o'clock sharp. No reserve. Terms for the Building : one third cash, the remainder by bills at three and six months. Remember ! 12 o'clock sharp, and recollect the Furniture : under £20, cash ; above that sum, an approved bill at three months. bbox=[565, 810, 732, 1291]
auction-subheading: To Wine and Spirit Merchants, Hotel Keepers, and Others. bbox=[565, 352, 732, 373]
auction-body: E.DE CARLE & CO. will sell at their Mart, on Saturday, at 11 o'clock, 10 Tons damaged flour 50 Bags sugar 5 Cases tea 5 Cases half pints oil 6 Pieces lead 100 Boxes soap 100 Dozen candles 16 Firkins butter, &c., &c. Also, At risk of former purchaser, 16 Dozen tumblers, assorted, And a variety of Merchandise. Terms at Sale. bbox=[387, 916, 552, 1002]
auction-heading: MONDAY, 16th JUNE. bbox=[592, 1324, 705, 1335]
auction-heading: THIS DAY, SATURDAY, 7TH JUNE. bbox=[397, 1087, 542, 1108]
auction-body: 10 Chests Congou Tea, No. 14, Canton. 10 Do. Do., No. 21, Canton. 41 Casks Byass's Ale. To Close Consignments. J. DANIELS & CO. have received instructions to sell by auction, at the Commercial Sale Rooms, on Saturday, 7th June, at 11 o'clock, sharp, 10 chests congou tea, No. 14, Canton 10 do. do. No. 21, Canton 41 casks Byass's ale To Close Consignments. bbox=[745, 707, 912, 791]
cargo-row bbox=[745, 1034, 912, 1044]
notice-subheading: Respecting Deserters from the Army and Navy. Attorney General's Office, Auckland, 5th April, 1862. bbox=[211, 693, 370, 725]
applications-notice: APPLICATIONS will be received at the Provincial Engineer's Office, Dunedin, until the 18th June, from Gentlemen qualified to fill the office of District Road Inspector. Salary £250 per annum, with an allowance of £50 per annum for Horse Keep. bbox=[22, 323, 194, 388]
auction-heading: THIS DAY, SATURDAY, 7th JUNE, At 11 o'clock. bbox=[400, 706, 539, 728]
auction-heading: PRELIMINARY NOTICE. bbox=[945, 258, 1074, 269]
cargo-quantity: 1 ,, bbox=[747, 1043, 758, 1053]
auction-body: E.DE CARLE & CO. will sell at their Mart, on Saturday, at 11 o'clock, for the benefit of whom it may concern, 20 casks, each 8 dozen, Allsopp's pale ale, pints, duty paid 30 do. do. 4 do. Byass's do, in bond. Terms Cash on the fall of hammer. bbox=[387, 218, 552, 283]
auction-heading: THIS DAY, SATURDAY, 7th JUNE, 1862, At 12 o'clock, sharp. bbox=[579, 574, 718, 606]
divider bbox=[257, 676, 324, 677]
auction-title: ALE PORTER OYSTERS PRESERVED MEATS, &c. bbox=[748, 375, 909, 409]
auction-heading: THIS DAY, SATURDAY, JUNE 7th. bbox=[753, 183, 904, 205]
cargo-row bbox=[745, 1023, 912, 1033]
athenaeum-body: THIS Institution will be opened on the first of June next. The object of its promoters has been to afford to the subscribers the means of acquiring literary and scientific knowledge. It is sought to obtain it as speedily by means of a Library and Reading Room, and Lectures on Literature, Science, and Art. It is anticipated that the liberal manner in which the Government have provided for the intellectual wants of the public, for which the Society will have to supply, will secure for them the cordial support of the citizens and inhabitants. bbox=[925, 1325, 1094, 1452]
